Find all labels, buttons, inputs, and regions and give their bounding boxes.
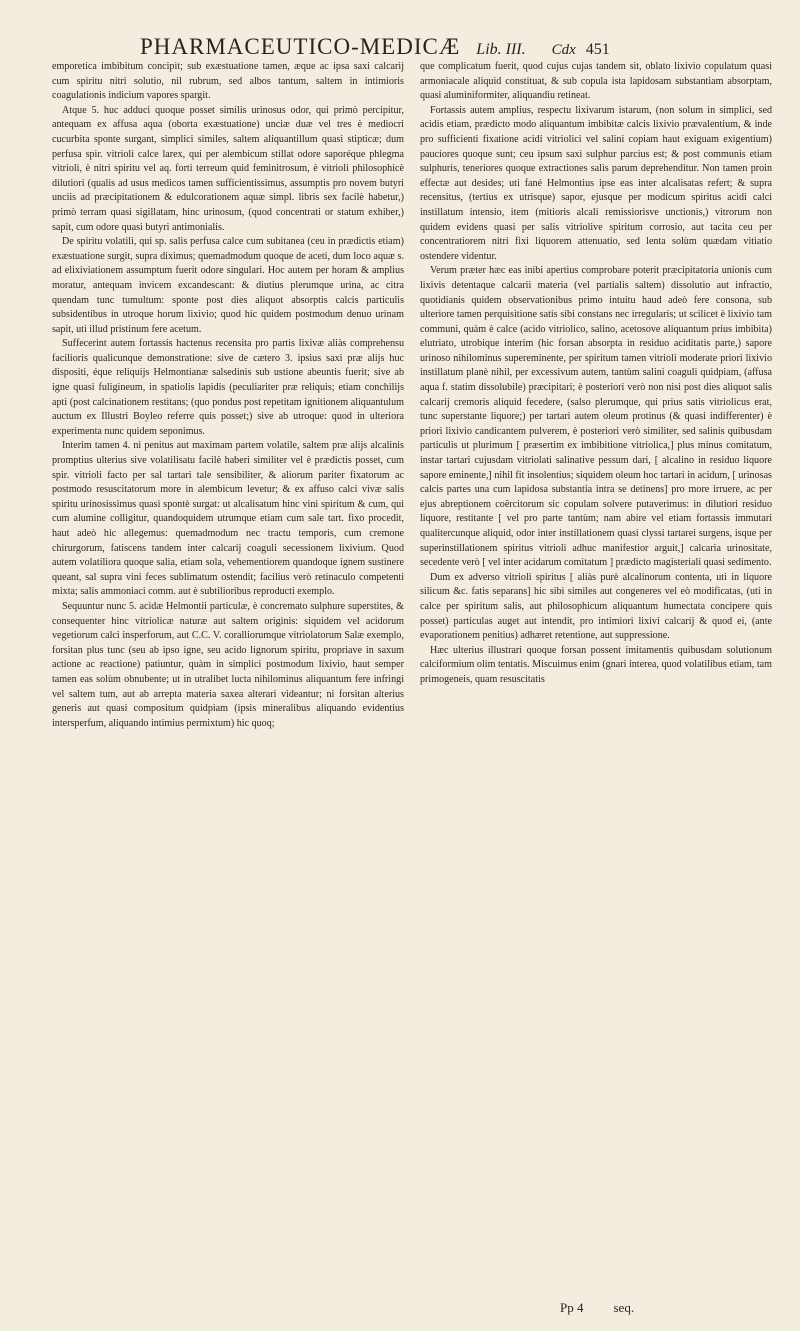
catchword: seq. [613, 1300, 635, 1315]
page-number: 451 [585, 41, 610, 58]
paragraph: Atque 5. huc adduci quoque posset similis urinosus odor, qui primò percipitur, antequam ex affusa aqua (oborta exæstuatione) unciæ duæ vel tres è mediocri cucurbita sponte surgant, simplici similes, saltem aliquantillum quasi stipticæ; dum perfusa spir. vitrioli calce larex, qui per alembicum stillat odore saporéque phlegma vitrioli, è nitri spiritu vel aq. forti terreum quid feminitrosum, è vitrioli philosophicè dilutiori (qualis ad usus medicos tamen sufficientissimus, assumptis pro novem butyri unciis ad præcipitationem & edulcorationem aquæ simpl. libris sex facilè habetur,) primò terram quasi sigillatam, hinc urinosum, (quod concentrati or statum exhiber,) sapit, cum odore quasi butyri antimonialis. [52, 104, 404, 233]
paragraph: Sequuntur nunc 5. acidæ Helmontii particulæ, è concremato sulphure superstites, & consequenter hinc vitriolicæ naturæ aut saltem originis: siquidem vel acidorum vegetiorum calci insperforum, aut C.C. V. coralliorumque vitriolatorum Salæ exemplo, forsitan plus tunc (seu ab ipso igne, seu acido lignorum spiritu, propriave in saxum actione ac reactione) patiuntur, quàm in simplici postmodum lixivio, haut semper tamen eas solùm obnubente; ut in utralibet lucta nihilominus aliquantum fere infringi vel saltem tum, aut ab arrepta materia saxea alterari videantur; ni forsitan alterius generis aut quasi compositum quidpiam (ipsis mineralibus aliquando evidentius intersperfum, aliquando intimius permixtum) hic quoq; [52, 600, 404, 729]
paragraph: emporetica imbibitum concipit; sub exæstuatione tamen, æque ac ipsa saxi calcarij cum spiritu nitri solutio, nil rubrum, sed albos tantum, saltem in intimioris coagulationis indicium vapores spargit. [52, 61, 404, 102]
paragraph: Hæc ulterius illustrari quoque forsan possent imitamentis quibusdam solutionum calciformium olim tentatis. Miscuimus enim (gnari interea, quod volatilibus etiam, tam primogeneis, quam resuscitatis [420, 644, 772, 685]
signature-mark: Pp 4 [560, 1300, 584, 1315]
paragraph: Suffecerint autem fortassis hactenus recensita pro partis lixivæ aliàs comprehensu facilioris qualicunque demonstratione: sive de cætero 3. ipsius saxi præ alijs huc dispositi, éque reliquijs Helmontianæ salsedinis sub ustione abeuntis fuerit; sive ab igne quasi fuligineum, in spatiolis lapidis (peculiariter præ reliquis; etiam conchilijs apti (post calcinationem restitans; (quo pondus post repetitam ignitionem aliquantulum auctum ex Illustri Boyleo referre quis posset;) sive ab utroque: quod in ulteriora experimenta nunc quidem seponimus. [52, 338, 404, 437]
page-footer [560, 1300, 780, 1318]
paragraph: Interim tamen 4. ni penitus aut maximam partem volatile, saltem præ alijs alcalinis promptius ulterius sive volatilisatu facilè haberi similiter vel è prædictis posset, cum spir. vitrioli facto per sal tartari tale sensibiliter, & aliorum pariter fixatorum ac postmodo resuscitatorum more in alembicum levetur; & ex affuso calci vivæ salis spiritu urinosissimus quasi spontè surgat: ut alcalisatum hinc vini spiritum & cum, qui cum alumine colligitur, quandoquidem utrumque etiam cum sale tart. fixo procedit, haut adeò hic allegemus: quemadmodum nec tractu temporis, cum cremone chirurgorum, fatiscens tandem inter calcarij coaguli secessionem lixivium. Quod autem volatiliora quoque salia, etiam sola, vehementiorem quandoque ignem sustinere queant, sal supra vini feces sublimatum ostendit; facilius verò retinaculo competenti mixta; salis ammoniaci comm. aut è subtilioribus reproducti exemplo. [52, 440, 404, 598]
paragraph: que complicatum fuerit, quod cujus cujas tandem sit, oblato lixivio copulatum quasi armoniacale aliquid constituat, & sub copula ista lapidosam substantiam absorptam, quasi aluminiformiter, aliquandiu retineat. [420, 61, 772, 102]
right-column [420, 60, 772, 1285]
running-title: PHARMACEUTICO-MEDICÆ [140, 34, 461, 59]
paragraph: De spiritu volatili, qui sp. salis perfusa calce cum subitanea (ceu in prædictis etiam) exæstuatione surgit, supra diximus; quemadmodum quoque de aceti, dum loco aquæ s. ad elixiviationem assumptum fuerit odore singulari. Hoc autem per horam & amplius moratur, antequam invicem excandescant: & diutius plerumque urina, ac citra quendam tunc tumultum: sponte post dies aliquot absorptis calcis particulis subsidentibus in utroque horum lixivio; quod hic quidem postmodum denuo urinam sapit, uti illud pristinum fere acetum. [52, 236, 404, 335]
book-label: Lib. III. [476, 41, 526, 58]
paragraph: Verum præter hæc eas inibi apertius comprobare poterit præcipitatoria unionis cum lixivis detentaque calcarii materia (vel partialis saltem) dissolutio aut infractio, quotidianis quidem observationibus primo intuitu haud adeò fere consona, sub ulteriore tamen perquisitione satis sibi constans nec irregularis; ut scilicet è lixivio tam communi, quàm è calce (acido vitriolico, salino, acetosove aliquantum prius imbibita) elutriato, utrobique interim (hic forsan absorpta in residuo aciditatis parte,) sapore urinoso nihilominus supereminente, per spiritum tamen vitrioli moderate priori lixivio instillatum planè nihil, per excessivum autem, tantùm salini coaguli quidpiam, (affusa aqua f. statim dissolubile) præcipitari; è posteriori verò non nisi post dies aliquot salis calcarij cremoris aliquid fecedere, (salso plerumque, qui prius satis vitriolicus erat, tunc superstante liquore;) per tartari autem oleum protinus (& quasi indifferenter) è priori lixivio candicantem pulverem, è posteriori verò similiter, sed salinis quibusdam particulis ut plurimum [ præsertim ex imbibitione vitriolica,] plus minus comitatum, instar tartari cujusdam vitriolati salinative pessum dari, [ alcalino in residuo liquore sapore eminente,] nihil fit insolentius; siquidem oleum hoc tartari in acidum, [ urinosas calcis partes una cum lapidosa substantia intra se detinens] pro more irruere, ac per ejus abreptionem coërcitorum sic copulam solvere putaverimus: in dilutiori residuo liquore, restitante [ vel pro parte tantùm; nam abire vel etiam fortassis immutari qualitercunque aliquid, odor inter instillationem quasi clyssi tartarei surgens, isque per superinstillationem spiritus vitrioli adhuc manifestior arguit,] calcaria urinositate, secedente verò [ vel inter acidarum comitatum ] prædicto magisteriali quasi sedimento. [420, 265, 772, 569]
margin-marker: Cdx [551, 42, 576, 58]
page-header [140, 34, 780, 62]
paragraph: Fortassis autem amplius, respectu lixivarum istarum, (non solum in simplici, sed acidis etiam, prædicto modo aliquantum imbibitæ calcis lixivio prævalentium, & inde pro sufficienti fixatione acidi vitriolici vel salini copiam haut exiguam exigentium) pauciores quoque sunt; ceu ipsum saxi sulphur parcius est; & post communis etiam sulphuris, teneriores quoque extractiones salis parum deprehenditur. Non tamen proin effectæ aut desides; uti fané Helmontius ipse eas inter alcalisatas refert; & supra recensitus, (tertius ex utrisque) sapor, ejusque per modicum spiritus acidi calci instillatum intensio, item (mitioris alcali remissiorisve unctionis,) vitrorum non quidem evidens quasi per salis vitriolive spiritum corrosio, aut tacita ceu per concentratiorem nitri fixi liquorem attenuatio, sed lenta solùm quædam vitiatio ostendere videntur. [420, 104, 772, 262]
left-column [52, 60, 404, 1285]
paragraph: Dum ex adverso vitrioli spiritus [ aliàs purè alcalinorum contenta, uti in liquore silicum &c. fatis separans] hic sibi similes aut congeneres vel eò modificatas, (uti in calce per spiritum salis, aut philosophicum aliquantum humectata concipere quis posset) particulas auget aut intendit, pro intimiori lixivi calcarij & quod ei, (ante evaporationem penitius) adhæret retentione, aut suppressione. [420, 571, 772, 642]
